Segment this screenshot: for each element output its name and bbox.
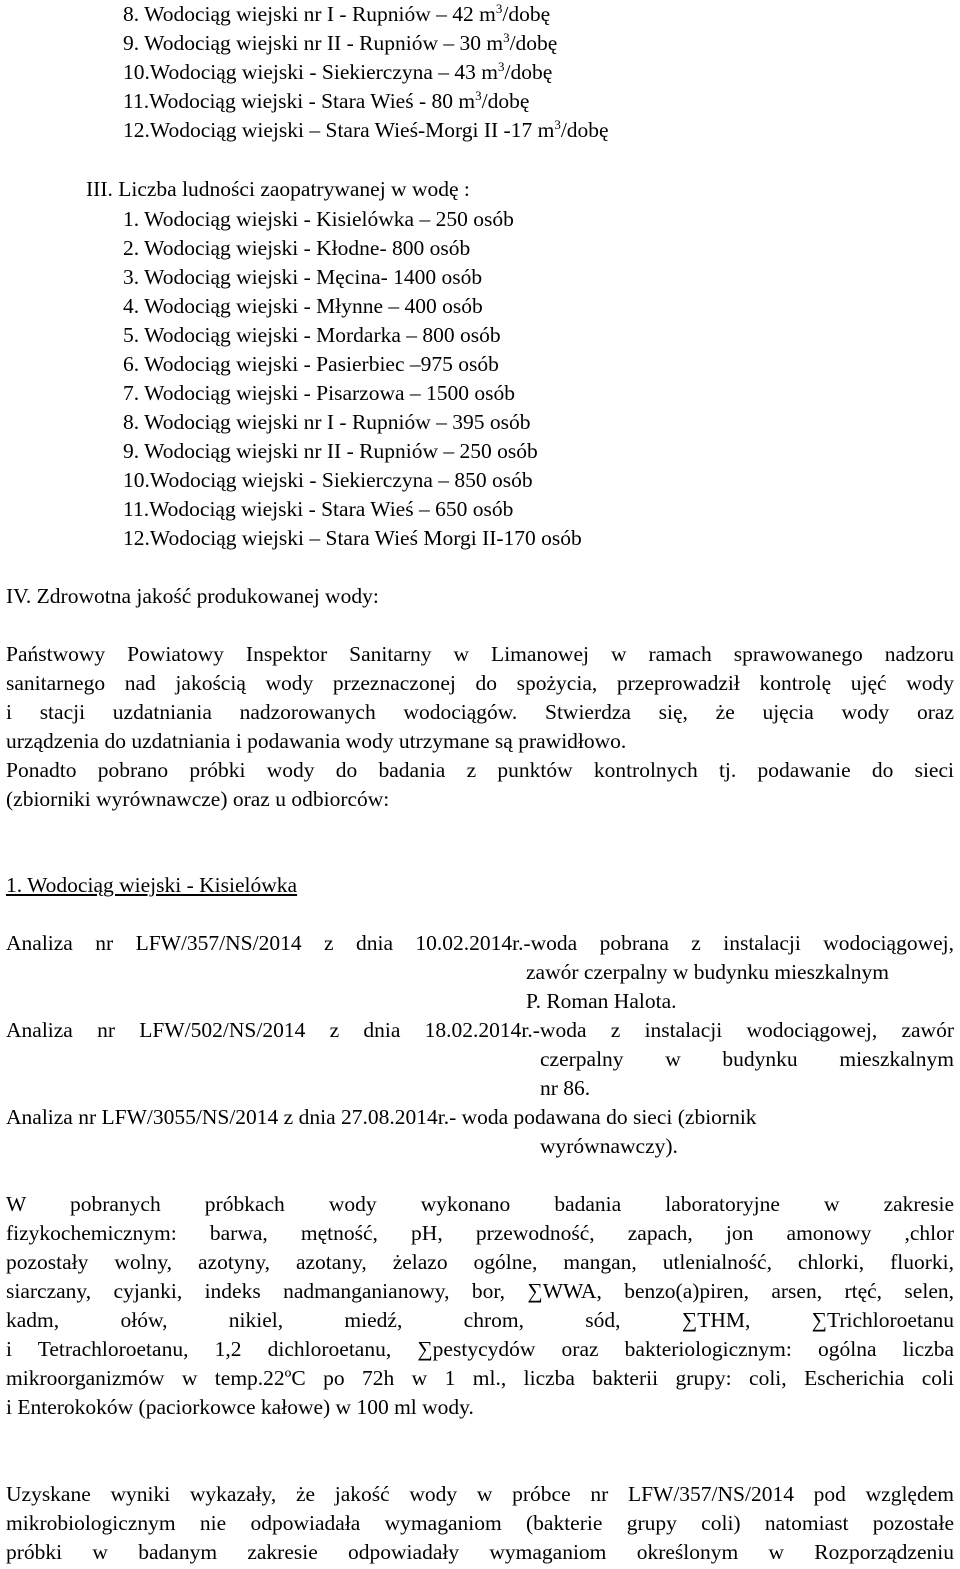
list-item: 12.Wodociąg wiejski – Stara Wieś-Morgi II -17 $m^3$/dobę xyxy=(123,116,609,142)
list-item: 10.Wodociąg wiejski - Siekierczyna – 850 osób xyxy=(123,468,533,492)
list-item: 9. Wodociąg wiejski nr II - Rupniów – 250 osób xyxy=(123,439,538,463)
paragraph-line: i Tetrachloroetanu, 1,2 dichloroetanu, ∑pestycydów oraz bakteriologicznym: ogólna liczba xyxy=(6,1337,954,1361)
paragraph-line: Państwowy Powiatowy Inspektor Sanitarny w Limanowej w ramach sprawowanego nadzoru xyxy=(6,642,954,666)
paragraph-line: mikrobiologicznym nie odpowiadała wymaganiom (bakterie grupy coli) natomiast pozostałe xyxy=(6,1511,954,1535)
section-iii-heading: III. Liczba ludności zaopatrywanej w wodę : xyxy=(86,177,470,201)
list-item: 4. Wodociąg wiejski - Młynne – 400 osób xyxy=(123,294,483,318)
paragraph-line: kadm, ołów, nikiel, miedź, chrom, sód, ∑THM, ∑Trichloroetanu xyxy=(6,1308,954,1332)
paragraph-line: fizykochemicznym: barwa, mętność, pH, przewodność, zapach, jon amonowy ,chlor xyxy=(6,1221,954,1245)
paragraph-line: W pobranych próbkach wody wykonano badania laboratoryjne w zakresie xyxy=(6,1192,954,1216)
list-item: 7. Wodociąg wiejski - Pisarzowa – 1500 osób xyxy=(123,381,515,405)
analysis-entry-cont: nr 86. xyxy=(540,1076,591,1100)
paragraph-line: próbki w badanym zakresie odpowiadały wymaganiom określonym w Rozporządzeniu xyxy=(6,1540,954,1564)
list-item: 2. Wodociąg wiejski - Kłodne- 800 osób xyxy=(123,236,471,260)
paragraph-line: Uzyskane wyniki wykazały, że jakość wody w próbce nr LFW/357/NS/2014 pod względem xyxy=(6,1482,954,1506)
paragraph-line: sanitarnego nad jakością wody przeznaczonej do spożycia, przeprowadził kontrolę ujęć wody xyxy=(6,671,954,695)
list-item: 8. Wodociąg wiejski nr I - Rupniów – 395 osób xyxy=(123,410,531,434)
section-iv-heading: IV. Zdrowotna jakość produkowanej wody: xyxy=(6,584,379,608)
list-item: 1. Wodociąg wiejski - Kisielówka – 250 osób xyxy=(123,207,514,231)
analysis-entry-cont: P. Roman Halota. xyxy=(526,989,677,1013)
list-item: 6. Wodociąg wiejski - Pasierbiec –975 osób xyxy=(123,352,499,376)
list-item: 9. Wodociąg wiejski nr II - Rupniów – 30 $m^3$/dobę xyxy=(123,29,558,55)
paragraph-line: Ponadto pobrano próbki wody do badania z punktów kontrolnych tj. podawanie do sieci xyxy=(6,758,954,782)
list-item: 12.Wodociąg wiejski – Stara Wieś Morgi II-170 osób xyxy=(123,526,582,550)
analysis-entry: Analiza nr LFW/357/NS/2014 z dnia 10.02.2014r.-woda pobrana z instalacji wodociągowej, xyxy=(6,931,954,955)
paragraph-line: pozostały wolny, azotyny, azotany, żelazo ogólne, mangan, utlenialność, chlorki, fluorki, xyxy=(6,1250,954,1274)
paragraph-line: urządzenia do uzdatniania i podawania wody utrzymane są prawidłowo. xyxy=(6,729,627,753)
list-item: 5. Wodociąg wiejski - Mordarka – 800 osób xyxy=(123,323,501,347)
analysis-entry-cont: czerpalny w budynku mieszkalnym xyxy=(540,1047,954,1071)
paragraph-line: mikroorganizmów w temp.22ºC po 72h w 1 ml., liczba bakterii grupy: coli, Escherichia coli xyxy=(6,1366,954,1390)
list-item: 8. Wodociąg wiejski nr I - Rupniów – 42 $m^3$/dobę xyxy=(123,0,551,26)
subsection-heading: 1. Wodociąg wiejski - Kisielówka xyxy=(6,873,298,897)
list-item: 11.Wodociąg wiejski - Stara Wieś – 650 osób xyxy=(123,497,514,521)
list-item: 11.Wodociąg wiejski - Stara Wieś - 80 $m^3$/dobę xyxy=(123,87,530,113)
paragraph-line: siarczany, cyjanki, indeks nadmanganianowy, bor, ∑WWA, benzo(a)piren, arsen, rtęć, selen, xyxy=(6,1279,954,1303)
analysis-entry-cont: wyrównawczy). xyxy=(540,1134,678,1158)
analysis-entry: Analiza nr LFW/502/NS/2014 z dnia 18.02.2014r.-woda z instalacji wodociągowej, zawór xyxy=(6,1018,954,1042)
analysis-entry-cont: zawór czerpalny w budynku mieszkalnym xyxy=(526,960,889,984)
paragraph-line: (zbiorniki wyrównawcze) oraz u odbiorców: xyxy=(6,787,390,811)
analysis-entry: Analiza nr LFW/3055/NS/2014 z dnia 27.08.2014r.- woda podawana do sieci (zbiornik xyxy=(6,1105,757,1129)
list-item: 10.Wodociąg wiejski - Siekierczyna – 43 $m^3$/dobę xyxy=(123,58,553,84)
list-item: 3. Wodociąg wiejski - Męcina- 1400 osób xyxy=(123,265,483,289)
paragraph-line: i stacji uzdatniania nadzorowanych wodociągów. Stwierdza się, że ujęcia wody oraz xyxy=(6,700,954,724)
paragraph-line: i Enterokoków (paciorkowce kałowe) w 100 ml wody. xyxy=(6,1395,474,1419)
